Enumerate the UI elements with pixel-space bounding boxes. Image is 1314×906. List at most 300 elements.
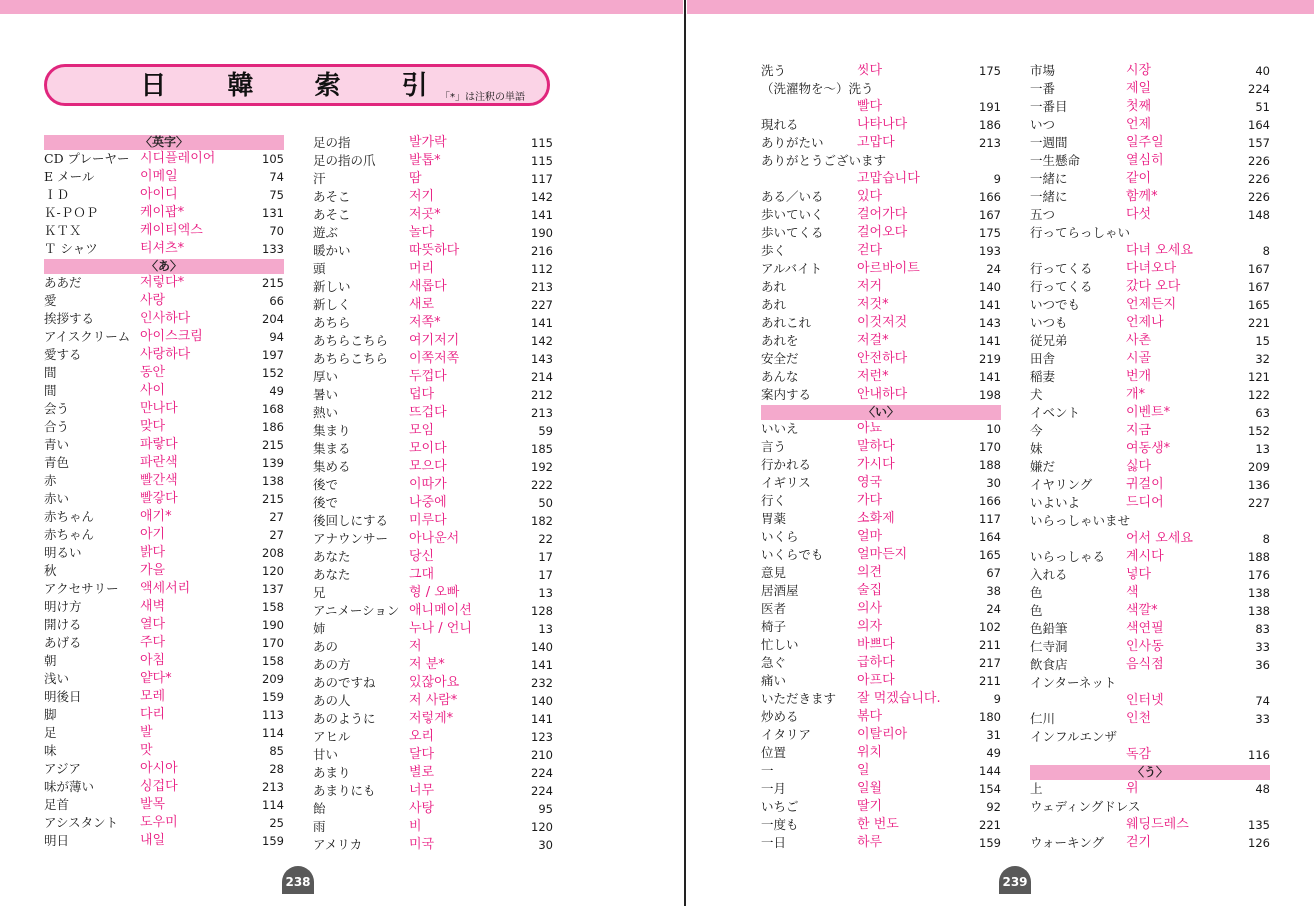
korean-term: 영국 xyxy=(857,475,883,490)
japanese-term: アナウンサー xyxy=(313,531,389,546)
korean-term: 아르바이트 xyxy=(857,261,920,276)
japanese-term: 暖かい xyxy=(313,243,351,258)
index-entry xyxy=(44,400,284,418)
index-entry xyxy=(761,510,1001,528)
korean-term: 뜨겁다 xyxy=(409,405,447,420)
korean-term: 저 분* xyxy=(409,657,445,672)
japanese-term: 後回しにする xyxy=(313,513,389,528)
japanese-term: 嫌だ xyxy=(1030,459,1056,474)
page-ref: 175 xyxy=(979,226,1001,240)
page-gutter xyxy=(684,0,686,906)
page-ref: 212 xyxy=(531,388,553,402)
japanese-term: アルバイト xyxy=(761,261,823,276)
japanese-term: あちらこちら xyxy=(313,351,389,366)
japanese-term: 妹 xyxy=(1030,441,1043,456)
page-ref: 141 xyxy=(531,712,553,726)
page-ref: 226 xyxy=(1248,172,1270,186)
japanese-term: いらっしゃいませ xyxy=(1030,513,1131,528)
japanese-term: 赤ちゃん xyxy=(44,527,95,542)
index-entry xyxy=(313,422,553,440)
korean-term: 같이 xyxy=(1126,171,1152,186)
index-entry xyxy=(1030,834,1270,852)
page-ref: 224 xyxy=(531,766,553,780)
japanese-term: 急ぐ xyxy=(761,655,787,670)
index-entry xyxy=(313,764,553,782)
page-ref: 36 xyxy=(1255,658,1270,672)
index-entry xyxy=(761,62,1001,80)
japanese-term: 間 xyxy=(44,365,57,380)
japanese-term: いいえ xyxy=(761,421,799,436)
index-entry xyxy=(761,134,1001,152)
index-entry xyxy=(1030,674,1270,692)
korean-term: 언제나 xyxy=(1126,315,1164,330)
japanese-term: いくらでも xyxy=(761,547,824,562)
japanese-term: 新しく xyxy=(313,297,351,312)
japanese-term: ありがたい xyxy=(761,135,824,150)
page-ref: 126 xyxy=(1248,836,1270,850)
page-ref: 210 xyxy=(531,748,553,762)
page-ref: 167 xyxy=(979,208,1001,222)
page-ref: 215 xyxy=(262,492,284,506)
index-entry xyxy=(1030,458,1270,476)
korean-term: 미루다 xyxy=(409,513,447,528)
index-entry xyxy=(1030,62,1270,80)
korean-term: 함께* xyxy=(1126,189,1158,204)
index-entry xyxy=(313,440,553,458)
index-entry xyxy=(313,494,553,512)
section-header: 〈英字〉 xyxy=(44,135,284,150)
page-ref: 140 xyxy=(979,280,1001,294)
index-entry xyxy=(313,278,553,296)
japanese-term: 飴 xyxy=(313,801,326,816)
page-ref: 48 xyxy=(1255,782,1270,796)
japanese-term: 明け方 xyxy=(44,599,82,614)
korean-term: 나타나다 xyxy=(857,117,908,132)
japanese-term: 行かれる xyxy=(761,457,812,472)
korean-term: 미국 xyxy=(409,837,435,852)
index-entry xyxy=(313,206,553,224)
korean-term: 발목 xyxy=(140,797,166,812)
index-entry xyxy=(44,150,284,168)
page-ref: 133 xyxy=(262,242,284,256)
page-ref: 158 xyxy=(262,600,284,614)
page-ref: 141 xyxy=(531,316,553,330)
korean-term: 맞다 xyxy=(140,419,166,434)
index-entry xyxy=(761,834,1001,852)
japanese-term: 仁川 xyxy=(1030,711,1056,726)
page-ref: 25 xyxy=(269,816,284,830)
index-entry xyxy=(313,818,553,836)
page-ref: 83 xyxy=(1255,622,1270,636)
japanese-term: 味 xyxy=(44,743,57,758)
index-entry xyxy=(44,688,284,706)
korean-term: 열다 xyxy=(140,617,166,632)
japanese-term: 赤 xyxy=(44,473,57,488)
index-entry xyxy=(761,726,1001,744)
index-entry xyxy=(313,458,553,476)
japanese-term: あそこ xyxy=(313,207,351,222)
index-column-3 xyxy=(761,62,1001,852)
page-ref: 167 xyxy=(1248,280,1270,294)
page-ref: 31 xyxy=(986,728,1001,742)
japanese-term: 足 xyxy=(44,725,57,740)
page-ref: 222 xyxy=(531,478,553,492)
page-ref: 226 xyxy=(1248,190,1270,204)
japanese-term: 言う xyxy=(761,439,787,454)
index-entry xyxy=(761,332,1001,350)
index-entry xyxy=(761,188,1001,206)
korean-term: 아이스크림 xyxy=(140,329,203,344)
index-entry xyxy=(44,616,284,634)
korean-term: 고맙다 xyxy=(857,135,895,150)
japanese-term: アシスタント xyxy=(44,815,119,830)
index-entry xyxy=(313,638,553,656)
page-ref: 216 xyxy=(531,244,553,258)
korean-term: 저걸* xyxy=(857,333,889,348)
index-entry xyxy=(44,168,284,186)
japanese-term: 入れる xyxy=(1030,567,1068,582)
index-entry xyxy=(1030,620,1270,638)
index-entry xyxy=(1030,422,1270,440)
japanese-term: 秋 xyxy=(44,563,57,578)
japanese-term: 遊ぶ xyxy=(313,225,339,240)
page-ref: 141 xyxy=(531,208,553,222)
korean-term: 있다 xyxy=(857,189,883,204)
index-entry xyxy=(1030,602,1270,620)
korean-term: 저런* xyxy=(857,369,889,384)
index-entry xyxy=(313,584,553,602)
index-entry xyxy=(1030,296,1270,314)
korean-term: 저 사람* xyxy=(409,693,458,708)
japanese-term: 一月 xyxy=(761,781,787,796)
index-entry xyxy=(313,566,553,584)
korean-term: 사랑 xyxy=(140,293,166,308)
page-ref: 116 xyxy=(1248,748,1270,762)
page-ref: 167 xyxy=(1248,262,1270,276)
top-bar-right xyxy=(687,0,1314,14)
page-ref: 135 xyxy=(1248,818,1270,832)
page-ref: 141 xyxy=(979,370,1001,384)
index-entry xyxy=(313,674,553,692)
index-entry xyxy=(313,152,553,170)
page-ref: 63 xyxy=(1255,406,1270,420)
page-ref: 128 xyxy=(531,604,553,618)
page-ref: 215 xyxy=(262,438,284,452)
page-ref: 227 xyxy=(531,298,553,312)
japanese-term: あそこ xyxy=(313,189,351,204)
index-entry xyxy=(313,350,553,368)
index-entry xyxy=(1030,816,1270,834)
page-ref: 85 xyxy=(269,744,284,758)
japanese-term: ああだ xyxy=(44,275,82,290)
korean-term: 딸기 xyxy=(857,799,883,814)
page-ref: 137 xyxy=(262,582,284,596)
japanese-term: 忙しい xyxy=(761,637,799,652)
korean-term: 걷다 xyxy=(857,243,883,258)
page-ref: 123 xyxy=(531,730,553,744)
korean-term: 파란색 xyxy=(140,455,178,470)
page-ref: 30 xyxy=(986,476,1001,490)
japanese-term: 胃薬 xyxy=(761,511,787,526)
japanese-term: 甘い xyxy=(313,747,339,762)
korean-term: 아프다 xyxy=(857,673,895,688)
page-ref: 13 xyxy=(538,622,553,636)
index-entry xyxy=(761,708,1001,726)
japanese-term: あまりにも xyxy=(313,783,376,798)
korean-term: 이것저것 xyxy=(857,315,908,330)
japanese-term: いつでも xyxy=(1030,297,1081,312)
index-entry xyxy=(761,152,1001,170)
korean-term: 두껍다 xyxy=(409,369,447,384)
korean-term: 열심히 xyxy=(1126,153,1164,168)
japanese-term: 一生懸命 xyxy=(1030,153,1081,168)
index-entry xyxy=(1030,368,1270,386)
korean-term: 케이팝* xyxy=(140,205,185,220)
page-ref: 59 xyxy=(538,424,553,438)
japanese-term: あの方 xyxy=(313,657,351,672)
japanese-term: 田舎 xyxy=(1030,351,1056,366)
japanese-term: 稲妻 xyxy=(1030,369,1056,384)
japanese-term: ＫＴＸ xyxy=(44,223,82,238)
page-ref: 105 xyxy=(262,152,284,166)
japanese-term: 集まり xyxy=(313,423,351,438)
japanese-term: 一緒に xyxy=(1030,171,1068,186)
index-entry xyxy=(761,672,1001,690)
page-ref: 114 xyxy=(262,726,284,740)
korean-term: 케이티엑스 xyxy=(140,223,203,238)
korean-term: 시장 xyxy=(1126,63,1152,78)
page-ref: 138 xyxy=(1248,604,1270,618)
korean-term: 땀 xyxy=(409,171,422,186)
japanese-term: Ｔ シャツ xyxy=(44,241,98,256)
page-ref: 152 xyxy=(262,366,284,380)
japanese-term: 青色 xyxy=(44,455,70,470)
index-entry xyxy=(44,526,284,544)
index-entry xyxy=(313,656,553,674)
page-ref: 158 xyxy=(262,654,284,668)
japanese-term: いつも xyxy=(1030,315,1068,330)
japanese-term: 明るい xyxy=(44,545,82,560)
japanese-term: イヤリング xyxy=(1030,477,1093,492)
index-column-1 xyxy=(44,134,284,850)
index-entry xyxy=(761,206,1001,224)
page-ref: 38 xyxy=(986,584,1001,598)
japanese-term: 洗う xyxy=(761,63,787,78)
index-entry xyxy=(313,530,553,548)
korean-term: 저렇게* xyxy=(409,711,454,726)
index-entry xyxy=(1030,278,1270,296)
korean-term: 저곳* xyxy=(409,207,441,222)
korean-term: 내일 xyxy=(140,833,166,848)
korean-term: 그대 xyxy=(409,567,435,582)
index-entry xyxy=(313,170,553,188)
japanese-term: 一度も xyxy=(761,817,799,832)
page-ref: 28 xyxy=(269,762,284,776)
korean-term: 발 xyxy=(140,725,153,740)
index-entry xyxy=(761,780,1001,798)
korean-term: 밝다 xyxy=(140,545,166,560)
korean-term: 새롭다 xyxy=(409,279,447,294)
index-entry xyxy=(44,814,284,832)
page-ref: 168 xyxy=(262,402,284,416)
korean-term: 첫째 xyxy=(1126,99,1152,114)
korean-term: 가시다 xyxy=(857,457,895,472)
index-entry xyxy=(761,528,1001,546)
index-entry xyxy=(1030,494,1270,512)
index-entry xyxy=(761,744,1001,762)
page-ref: 138 xyxy=(262,474,284,488)
japanese-term: いただきます xyxy=(761,691,837,706)
japanese-term: 赤い xyxy=(44,491,70,506)
index-entry xyxy=(44,204,284,222)
page-ref: 214 xyxy=(531,370,553,384)
korean-term: 볶다 xyxy=(857,709,883,724)
index-entry xyxy=(313,710,553,728)
page-ref: 113 xyxy=(262,708,284,722)
index-entry xyxy=(313,620,553,638)
japanese-term: 足の指の爪 xyxy=(313,153,376,168)
japanese-term: あまり xyxy=(313,765,351,780)
page-ref: 30 xyxy=(538,838,553,852)
korean-term: 싫다 xyxy=(1126,459,1152,474)
index-entry xyxy=(313,404,553,422)
korean-term: 한 번도 xyxy=(857,817,899,832)
index-entry xyxy=(761,80,1001,98)
korean-term: 모으다 xyxy=(409,459,447,474)
page-ref: 208 xyxy=(262,546,284,560)
page-ref: 70 xyxy=(269,224,284,238)
korean-term: 인터넷 xyxy=(1126,693,1164,708)
page-ref: 165 xyxy=(1248,298,1270,312)
page-ref: 27 xyxy=(269,510,284,524)
japanese-term: 飲食店 xyxy=(1030,657,1068,672)
japanese-term: 犬 xyxy=(1030,387,1043,402)
page-ref: 182 xyxy=(531,514,553,528)
korean-term: 맛 xyxy=(140,743,153,758)
page-ref: 219 xyxy=(979,352,1001,366)
page-ref: 221 xyxy=(1248,316,1270,330)
korean-term: 웨딩드레스 xyxy=(1126,817,1189,832)
page-ref: 138 xyxy=(1248,586,1270,600)
page-ref: 164 xyxy=(1248,118,1270,132)
page-ref: 9 xyxy=(993,172,1001,186)
page-ref: 49 xyxy=(986,746,1001,760)
index-entry xyxy=(1030,242,1270,260)
index-entry xyxy=(761,456,1001,474)
index-entry xyxy=(1030,656,1270,674)
korean-term: 애기* xyxy=(140,509,172,524)
page-ref: 17 xyxy=(538,568,553,582)
index-entry xyxy=(44,760,284,778)
korean-term: 누나 / 언니 xyxy=(409,621,472,636)
index-entry xyxy=(1030,386,1270,404)
page-ref: 74 xyxy=(269,170,284,184)
korean-term: 주다 xyxy=(140,635,166,650)
index-entry xyxy=(1030,746,1270,764)
korean-term: 나중에 xyxy=(409,495,447,510)
index-entry xyxy=(1030,170,1270,188)
korean-term: 비 xyxy=(409,819,422,834)
index-entry xyxy=(313,296,553,314)
korean-term: 티셔츠* xyxy=(140,241,185,256)
korean-term: 안전하다 xyxy=(857,351,908,366)
page-ref: 159 xyxy=(262,834,284,848)
page-ref: 120 xyxy=(531,820,553,834)
index-entry xyxy=(761,438,1001,456)
korean-term: 위치 xyxy=(857,745,883,760)
japanese-term: 現れる xyxy=(761,117,799,132)
index-entry xyxy=(761,278,1001,296)
page-ref: 224 xyxy=(531,784,553,798)
index-entry xyxy=(44,796,284,814)
korean-term: 새로 xyxy=(409,297,435,312)
index-entry xyxy=(761,314,1001,332)
page-ref: 209 xyxy=(1248,460,1270,474)
index-entry xyxy=(44,778,284,796)
page-ref: 159 xyxy=(979,836,1001,850)
japanese-term: 色 xyxy=(1030,603,1043,618)
korean-term: 걷기 xyxy=(1126,835,1152,850)
page-ref: 226 xyxy=(1248,154,1270,168)
japanese-term: アクセサリー xyxy=(44,581,119,596)
korean-term: 시디플레이어 xyxy=(140,151,216,166)
korean-term: 이메일 xyxy=(140,169,178,184)
page-ref: 143 xyxy=(979,316,1001,330)
index-entry xyxy=(1030,584,1270,602)
page-ref: 188 xyxy=(979,458,1001,472)
page-ref: 51 xyxy=(1255,100,1270,114)
page-ref: 211 xyxy=(979,638,1001,652)
japanese-term: 炒める xyxy=(761,709,799,724)
korean-term: 고맙습니다 xyxy=(857,171,920,186)
japanese-term: いつ xyxy=(1030,117,1056,132)
page-ref: 140 xyxy=(531,694,553,708)
index-entry xyxy=(313,602,553,620)
japanese-term: 一 xyxy=(761,763,774,778)
page-ref: 188 xyxy=(1248,550,1270,564)
index-entry xyxy=(313,800,553,818)
section-header: 〈あ〉 xyxy=(44,259,284,274)
page-ref: 170 xyxy=(262,636,284,650)
japanese-term: 足首 xyxy=(44,797,70,812)
korean-term: 얕다* xyxy=(140,671,172,686)
korean-term: 사탕 xyxy=(409,801,435,816)
japanese-term: 安全だ xyxy=(761,351,799,366)
japanese-term: ある／いる xyxy=(761,189,824,204)
korean-term: 계시다 xyxy=(1126,549,1164,564)
page-ref: 8 xyxy=(1262,244,1270,258)
korean-term: 발톱* xyxy=(409,153,441,168)
page-ref: 102 xyxy=(979,620,1001,634)
index-entry xyxy=(44,634,284,652)
japanese-term: 暑い xyxy=(313,387,339,402)
japanese-term: 挨拶する xyxy=(44,311,95,326)
page-ref: 148 xyxy=(1248,208,1270,222)
index-entry xyxy=(313,188,553,206)
index-entry xyxy=(1030,134,1270,152)
index-entry xyxy=(313,386,553,404)
japanese-term: 新しい xyxy=(313,279,351,294)
index-entry xyxy=(761,98,1001,116)
korean-term: 저쪽* xyxy=(409,315,441,330)
korean-term: 새벽 xyxy=(140,599,166,614)
korean-term: 아이디 xyxy=(140,187,178,202)
index-entry xyxy=(1030,476,1270,494)
index-entry xyxy=(44,508,284,526)
page-ref: 67 xyxy=(986,566,1001,580)
page-ref: 213 xyxy=(979,136,1001,150)
japanese-term: あなた xyxy=(313,549,351,564)
